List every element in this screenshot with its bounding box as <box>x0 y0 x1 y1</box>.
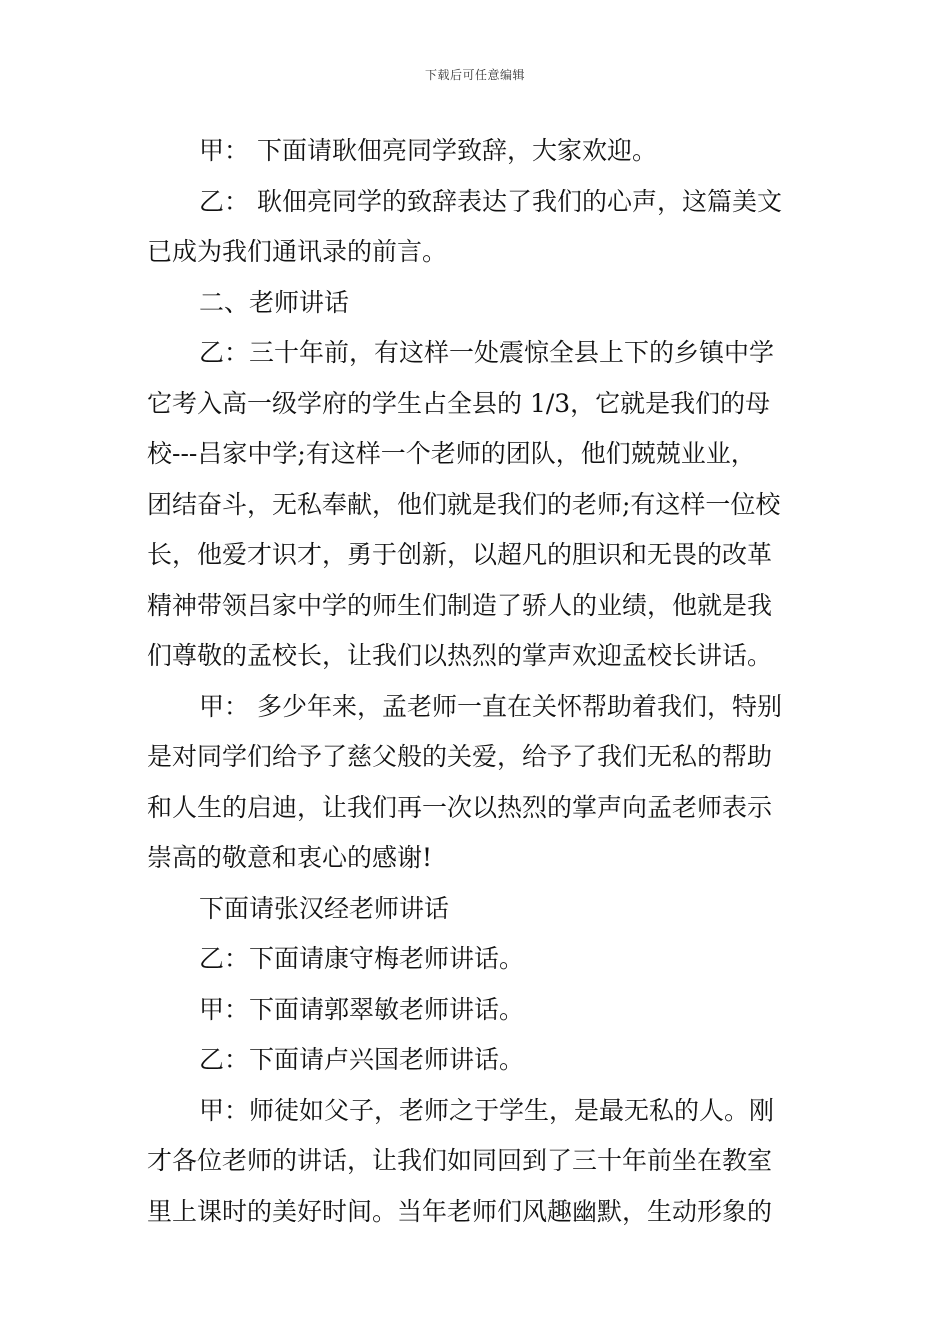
header-note: 下载后可任意编辑 <box>424 68 525 82</box>
paragraph <box>147 985 807 1036</box>
paragraph <box>147 1035 807 1086</box>
paragraph <box>147 1086 807 1238</box>
text-line: 甲：下面请郭翠敏老师讲话。 <box>199 994 525 1024</box>
text-line: 们尊敬的孟校长，让我们以热烈的掌声欢迎孟校长讲话。 <box>147 641 773 670</box>
paragraph <box>147 126 807 177</box>
text-line: 长，他爱才识才，勇于创新，以超凡的胆识和无畏的改革 <box>147 540 773 569</box>
text-line: 二、老师讲话 <box>199 287 350 317</box>
text-line: 乙：三十年前，有这样一处震惊全县上下的乡镇中学 <box>199 338 775 367</box>
text-line: 是对同学们给予了慈父般的关爱，给予了我们无私的帮助 <box>147 742 773 771</box>
text-line: 甲： 下面请耿佃亮同学致辞，大家欢迎。 <box>199 136 657 165</box>
text-line: 乙：下面请康守梅老师讲话。 <box>199 944 525 973</box>
paragraph <box>147 328 807 682</box>
paragraph <box>147 934 807 985</box>
text-line: 团结奋斗，无私奉献，他们就是我们的老师;有这样一位校 <box>147 489 781 519</box>
text-line: 里上课时的美好时间。当年老师们风趣幽默，生动形象的 <box>147 1196 773 1226</box>
text-line: 才各位老师的讲话，让我们如同回到了三十年前坐在教室 <box>147 1146 773 1175</box>
text-line: 精神带领吕家中学的师生们制造了骄人的业绩，他就是我 <box>147 590 773 620</box>
document-body <box>147 126 807 1237</box>
text-line: 乙： 耿佃亮同学的致辞表达了我们的心声，这篇美文 <box>199 186 782 216</box>
text-line: 乙：下面请卢兴国老师讲话。 <box>199 1045 525 1074</box>
text-line: 和人生的启迪，让我们再一次以热烈的掌声向孟老师表示 <box>147 792 773 822</box>
text-line: 校---吕家中学;有这样一个老师的团队，他们兢兢业业， <box>147 439 756 468</box>
paragraph <box>147 682 807 884</box>
text-line: 甲：师徒如父子，老师之于学生，是最无私的人。刚 <box>199 1095 775 1125</box>
paragraph <box>147 884 807 935</box>
text-line: 下面请张汉经老师讲话 <box>199 893 450 923</box>
text-line: 崇高的敬意和衷心的感谢! <box>147 843 433 872</box>
text-line: 甲： 多少年来，孟老师一直在关怀帮助着我们，特别 <box>199 691 782 721</box>
section-heading <box>147 278 807 329</box>
text-line: 它考入高一级学府的学生占全县的 1/3，它就是我们的母 <box>147 388 771 418</box>
text-line: 已成为我们通讯录的前言。 <box>147 237 448 266</box>
paragraph <box>147 177 807 278</box>
